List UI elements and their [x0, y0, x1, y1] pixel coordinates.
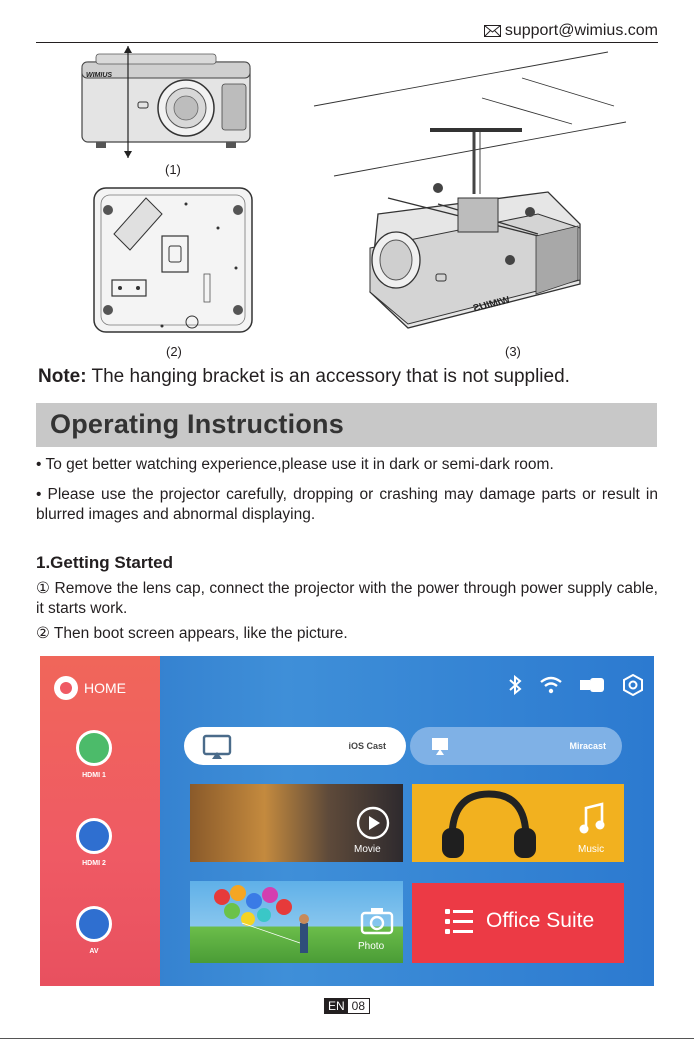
boot-screen-image: [40, 656, 654, 986]
projector-ceiling-mount-figure: [308, 48, 634, 334]
music-note-icon: [578, 802, 606, 836]
note-label: Note:: [38, 366, 87, 387]
camera-icon: [360, 907, 394, 935]
miracast-icon: [430, 736, 450, 756]
brand-logo-ceiling: WIMIUS: [472, 294, 512, 315]
source-hdmi2-label: HDMI 2: [82, 860, 106, 867]
mail-icon: [484, 25, 501, 37]
source-hdmi1-label: HDMI 1: [82, 772, 106, 779]
page-number: [324, 998, 370, 1014]
note-text: [38, 366, 570, 388]
boot-sidebar: [40, 656, 160, 986]
source-av: [74, 906, 114, 955]
section-title: Operating Instructions: [50, 409, 344, 439]
music-label: Music: [578, 844, 605, 855]
office-list-icon: [444, 907, 474, 937]
section-banner: [36, 403, 657, 447]
getting-started-title: 1.Getting Started: [36, 553, 173, 572]
movie-label: Movie: [354, 844, 381, 855]
home-icon: [54, 676, 78, 700]
office-tile: [412, 883, 624, 963]
photo-label: Photo: [358, 941, 385, 952]
miracast-label: Miracast: [569, 741, 606, 751]
home-label: HOME: [84, 680, 126, 696]
ios-cast-button: [184, 727, 406, 765]
figure-caption-2: (2): [166, 344, 182, 359]
figure-caption-1: (1): [165, 162, 181, 177]
cast-screen-icon: [202, 734, 232, 760]
page-number-value: 08: [351, 999, 366, 1013]
figure-caption-3: (3): [505, 344, 521, 359]
note-body: The hanging bracket is an accessory that is not supplied.: [86, 366, 570, 387]
headphones-image: [434, 788, 544, 860]
bottom-divider: [0, 1038, 694, 1039]
settings-icon: [622, 674, 644, 696]
source-hdmi2: [74, 818, 114, 867]
projector-bottom-figure: [90, 184, 256, 336]
balloons-image: [202, 883, 332, 959]
bullet-dark-room: • To get better watching experience,please use it in dark or semi-dark room.: [36, 456, 554, 473]
ios-cast-label: iOS Cast: [348, 741, 386, 751]
wifi-icon: [540, 676, 562, 694]
support-email[interactable]: support@wimius.com: [504, 22, 658, 39]
movie-tile: [190, 784, 403, 862]
projector-front-figure: [76, 46, 266, 158]
av-icon: [76, 906, 112, 942]
photo-tile: [190, 881, 403, 963]
step-2: ② Then boot screen appears, like the picture.: [36, 625, 348, 642]
office-label: Office Suite: [486, 909, 595, 932]
hdmi2-icon: [76, 818, 112, 854]
header-divider: [36, 42, 658, 43]
home-item: [54, 676, 126, 700]
source-av-label: AV: [89, 948, 99, 955]
brand-logo-front: WIMIUS: [86, 72, 113, 79]
usb-icon: [580, 678, 604, 692]
language-badge: EN: [325, 999, 348, 1013]
step-1: ① Remove the lens cap, connect the projector with the power through power supply cable, it starts work.: [36, 580, 658, 617]
hdmi1-icon: [76, 730, 112, 766]
header-email: [484, 22, 658, 40]
miracast-button: [410, 727, 622, 765]
bullet-careful-use: • Please use the projector carefully, dropping or crashing may damage parts or result in blurred images and abnormal displaying.: [36, 486, 658, 523]
play-icon: [356, 806, 390, 840]
status-icons: [508, 674, 644, 696]
music-tile: [412, 784, 624, 862]
source-hdmi1: [74, 730, 114, 779]
bluetooth-icon: [508, 675, 522, 695]
